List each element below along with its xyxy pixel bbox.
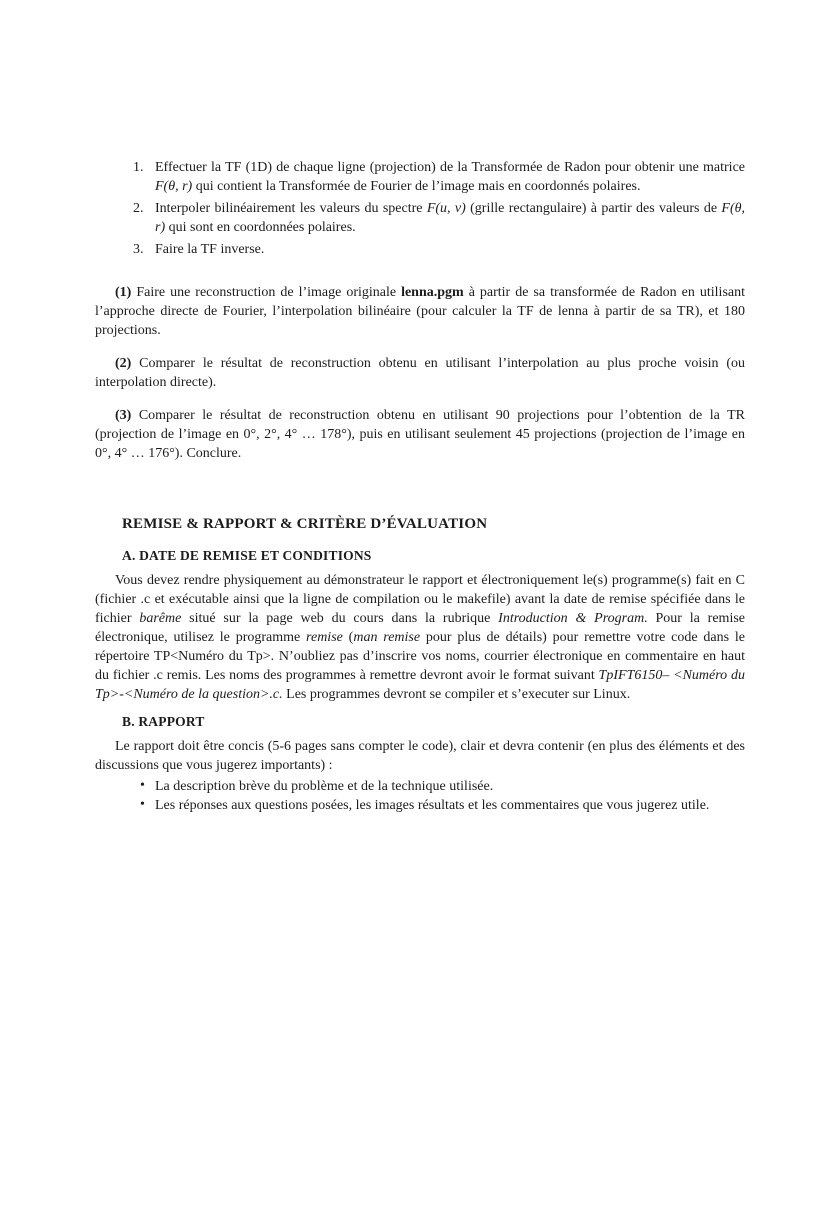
page-content: [95, 158, 745, 815]
bullet-item-1: [95, 777, 745, 796]
bullet-item-2: [95, 796, 745, 815]
section-b-intro: Le rapport doit être concis (5-6 pages sans compter le code), clair et devra contenir (en plus des éléments et des discussions que vous jugerez importants) :: [95, 739, 745, 773]
list-item-number: 1.: [133, 160, 144, 175]
bullet-icon: •: [140, 778, 145, 793]
list-item-number: 2.: [133, 201, 144, 216]
section-a-title: A. DATE DE REMISE ET CONDITIONS: [122, 548, 372, 563]
paragraph-question-3: (3) Comparer le résultat de reconstruction obtenu en utilisant 90 projections pour l’obtention de la TR (projection de l’image en 0°, 2°, 4° … 178°), puis en utilisant seulement 45 projections (projection de l’image en 0°, 4° … 176°). Conclure.: [95, 408, 745, 461]
section-b-title: B. RAPPORT: [122, 714, 205, 729]
list-item-3: [95, 240, 745, 259]
bullet-text: Les réponses aux questions posées, les images résultats et les commentaires que vous jugerez utile.: [155, 798, 710, 813]
numbered-list: [95, 158, 745, 259]
list-item-number: 3.: [133, 242, 144, 257]
list-item-2: [95, 199, 745, 237]
paragraph-question-1: (1) Faire une reconstruction de l’image originale lenna.pgm à partir de sa transformée de Radon en utilisant l’approche directe de Fourier, l’interpolation bilinéaire (pour calculer la TF de lenna à partir de sa TR), et 180 projections.: [95, 285, 745, 338]
list-item-text: Faire la TF inverse.: [155, 242, 265, 257]
list-item-text: Effectuer la TF (1D) de chaque ligne (projection) de la Transformée de Radon pour obtenir une matrice F(θ, r) qui contient la Transformée de Fourier de l’image mais en coordonnés polaires.: [155, 160, 745, 194]
list-item-text: Interpoler bilinéairement les valeurs du spectre F(u, v) (grille rectangulaire) à partir des valeurs de F(θ, r) qui sont en coordonnées polaires.: [155, 201, 745, 235]
section-title: REMISE & RAPPORT & CRITÈRE D’ÉVALUATION: [122, 516, 488, 532]
bullet-list: [95, 777, 745, 815]
section-a-body: Vous devez rendre physiquement au démonstrateur le rapport et électroniquement le(s) programme(s) fait en C (fichier .c et exécutable ainsi que la ligne de compilation ou le makefile) avant la date de remise spécifiée dans le fichier barême situé sur la page web du cours dans la rubrique Introduction & Program. Pour la remise électronique, utilisez le programme remise (man remise pour plus de détails) pour remettre votre code dans le répertoire TP<Numéro du Tp>. N’oubliez pas d’inscrire vos noms, courrier électronique en commentaire en haut du fichier .c remis. Les noms des programmes à remettre devront avoir le format suivant TpIFT6150– <Numéro du Tp>-<Numéro de la question>.c. Les programmes devront se compiler et s’executer sur Linux.: [95, 573, 745, 702]
bullet-text: La description brève du problème et de la technique utilisée.: [155, 779, 494, 794]
list-item-1: [95, 158, 745, 196]
bullet-icon: •: [140, 797, 145, 812]
paragraph-question-2: (2) Comparer le résultat de reconstruction obtenu en utilisant l’interpolation au plus proche voisin (ou interpolation directe).: [95, 356, 745, 390]
